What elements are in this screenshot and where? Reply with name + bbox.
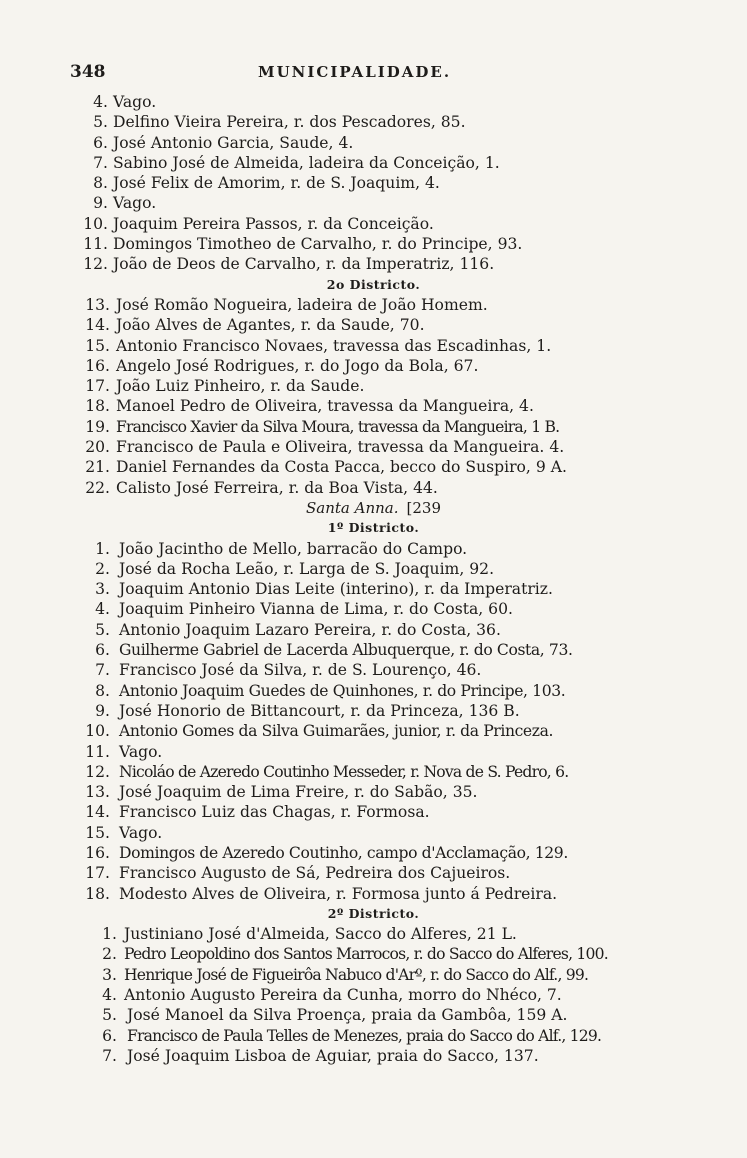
list-item: 22. Calisto José Ferreira, r. da Boa Vista, 44. [85, 478, 438, 497]
list-item: 11. Vago. [85, 742, 163, 761]
list-item: 7. José Joaquim Lisboa de Aguiar, praia do Sacco, 137. [102, 1046, 539, 1065]
district-heading: 2º Districto. [327, 905, 420, 921]
list-item: 4. Joaquim Pinheiro Vianna de Lima, r. do Costa, 60. [95, 600, 513, 619]
parish-heading [0, 498, 747, 518]
list-item: 5. Delfino Vieira Pereira, r. dos Pescadores, 85. [93, 113, 466, 132]
list-item: 16. Domingos de Azeredo Coutinho, campo d'Acclamação, 129. [85, 843, 568, 862]
list-item: 18. Modesto Alves de Oliveira, r. Formosa junto á Pedreira. [85, 884, 558, 903]
parish-name: Santa Anna. [306, 498, 399, 517]
list-item: 5. Antonio Joaquim Lazaro Pereira, r. do Costa, 36. [95, 620, 501, 639]
list-item: 9. José Honorio de Bittancourt, r. da Princeza, 136 B. [95, 701, 520, 720]
district-heading: 1º Districto. [327, 520, 420, 536]
list-item: 12. Nicoláo de Azeredo Coutinho Messeder, r. Nova de S. Pedro, 6. [85, 762, 569, 781]
list-item: 9. Vago. [93, 194, 157, 213]
list-item: 13. José Joaquim de Lima Freire, r. do Sabão, 35. [85, 783, 478, 802]
list-item: 2. José da Rocha Leão, r. Larga de S. Joaquim, 92. [95, 559, 495, 578]
list-item: 4. Antonio Augusto Pereira da Cunha, morro do Nhéco, 7. [102, 986, 562, 1005]
list-item: 1. Justiniano José d'Almeida, Sacco do Alferes, 21 L. [102, 925, 517, 944]
page-header [70, 62, 630, 86]
running-title: MUNICIPALIDADE. [258, 63, 452, 81]
list-item: 16. Angelo José Rodrigues, r. do Jogo da Bola, 67. [85, 356, 479, 375]
list-item: 13. José Romão Nogueira, ladeira de João Homem. [85, 295, 488, 314]
list-item: 5. José Manoel da Silva Proença, praia da Gambôa, 159 A. [102, 1006, 568, 1025]
list-item: 12. João de Deos de Carvalho, r. da Imperatriz, 116. [83, 255, 495, 274]
list-item: 7. Francisco José da Silva, r. de S. Lourenço, 46. [95, 661, 482, 680]
list-item: 10. Joaquim Pereira Passos, r. da Conceição. [83, 214, 434, 233]
list-item: 1. João Jacintho de Mello, barracão do Campo. [95, 539, 468, 558]
list-item: 15. Antonio Francisco Novaes, travessa das Escadinhas, 1. [85, 336, 552, 355]
list-item: 21. Daniel Fernandes da Costa Pacca, becco do Suspiro, 9 A. [85, 458, 567, 477]
entry-list [0, 92, 747, 1066]
list-item: 7. Sabino José de Almeida, ladeira da Conceição, 1. [93, 153, 500, 172]
list-item: 2. Pedro Leopoldino dos Santos Marrocos, r. do Sacco do Alferes, 100. [102, 945, 608, 964]
list-item: 20. Francisco de Paula e Oliveira, travessa da Mangueira. 4. [85, 438, 565, 457]
list-item: 17. Francisco Augusto de Sá, Pedreira dos Cajueiros. [85, 864, 511, 883]
list-item: 10. Antonio Gomes da Silva Guimarães, junior, r. da Princeza. [85, 722, 554, 741]
district-heading: 2o Districto. [326, 276, 421, 292]
list-item: 15. Vago. [85, 823, 163, 842]
list-item: 18. Manoel Pedro de Oliveira, travessa da Mangueira, 4. [85, 397, 534, 416]
list-item: 3. Henrique José de Figueirôa Nabuco d'Arº, r. do Sacco do Alf., 99. [102, 965, 589, 984]
list-item: 19. Francisco Xavier da Silva Moura, travessa da Mangueira, 1 B. [85, 417, 560, 436]
list-item: 6. Guilherme Gabriel de Lacerda Albuquerque, r. do Costa, 73. [95, 641, 573, 660]
list-item: 8. José Felix de Amorim, r. de S. Joaquim, 4. [93, 174, 440, 193]
list-item: 14. João Alves de Agantes, r. da Saude, 70. [85, 316, 425, 335]
list-item: 3. Joaquim Antonio Dias Leite (interino), r. da Imperatriz. [95, 580, 553, 599]
list-item: 11. Domingos Timotheo de Carvalho, r. do Principe, 93. [83, 235, 523, 254]
list-item: 6. Francisco de Paula Telles de Menezes, praia do Sacco do Alf., 129. [102, 1026, 602, 1045]
list-item: 17. João Luiz Pinheiro, r. da Saude. [85, 377, 365, 396]
list-item: 6. José Antonio Garcia, Saude, 4. [93, 133, 354, 152]
list-item: 14. Francisco Luiz das Chagas, r. Formosa. [85, 803, 430, 822]
list-item: 4. Vago. [93, 93, 157, 111]
page-number: 348 [70, 62, 106, 82]
list-item: 8. Antonio Joaquim Guedes de Quinhones, r. do Principe, 103. [95, 681, 566, 700]
page-reference: [239 [406, 498, 441, 517]
